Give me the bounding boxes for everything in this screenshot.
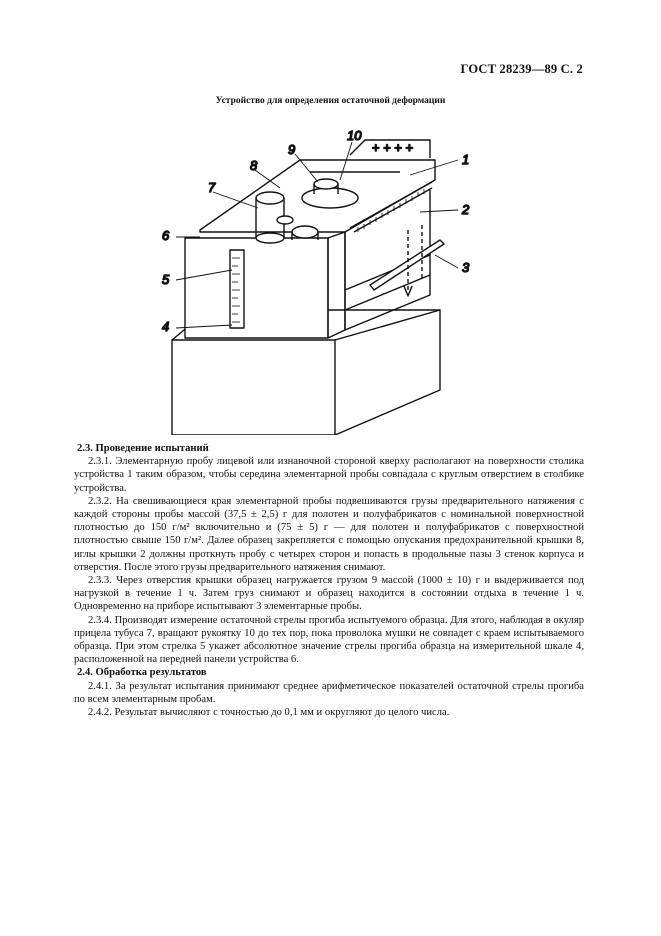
paragraph-2-3-3: 2.3.3. Через отверстия крышки образец нагружается грузом 9 массой (1000 ± 10) г и выдерживается под нагрузкой в течение 1 ч. Затем груз снимают и образец находится в состоянии отдыха в течение 1 ч. Одновременно на приборе испытывают 3 элементарные пробы. — [74, 575, 584, 613]
callout-6: 6 — [162, 228, 170, 243]
callout-4: 4 — [162, 319, 170, 334]
section-2-3-title: 2.3. Проведение испытаний — [77, 443, 209, 454]
callout-2: 2 — [462, 202, 470, 217]
paragraph-2-3-1: 2.3.1. Элементарную пробу лицевой или изнаночной стороной кверху располагают на поверхности столика устройства 1 таким образом, чтобы середина элементарной пробы совпадала с круглым отверстием в столбике устройства. — [74, 456, 584, 494]
callout-9: 9 — [288, 142, 296, 157]
svg-text:+ + + +: + + + + — [372, 140, 414, 155]
callout-3: 3 — [462, 260, 470, 275]
callout-1: 1 — [462, 152, 470, 167]
device-drawing — [140, 120, 520, 435]
figure-caption: Устройство для определения остаточной деформации — [215, 96, 446, 106]
body-text — [74, 442, 584, 719]
paragraph-2-4-2: 2.4.2. Результат вычисляют с точностью до 0,1 мм и округляют до целого числа. — [88, 707, 450, 719]
callout-5: 5 — [162, 272, 170, 287]
callout-8: 8 — [250, 158, 258, 173]
paragraph-2-3-4: 2.3.4. Производят измерение остаточной стрелы прогиба испытуемого образца. Для этого, наблюдая в окуляр прицела тубуса 7, вращают рукоятку 10 до тех пор, пока проволока мушки не совпадет с краем испытываемого образца. При этом стрелка 5 укажет абсолютное значение стрелы прогиба образца на измерительной шкале 4, расположенной на передней панели устройства 6. — [74, 614, 584, 666]
section-2-4-title: 2.4. Обработка результатов — [77, 667, 207, 679]
callout-7: 7 — [208, 180, 216, 195]
paragraph-2-4-1: 2.4.1. За результат испытания принимают среднее арифметическое показателей остаточной стрелы прогиба по всем элементарным пробам. — [74, 680, 584, 705]
paragraph-2-3-2: 2.3.2. На свешивающиеся края элементарной пробы подвешиваются грузы предварительного натяжения с каждой стороны пробы массой (37,5 ± 2,5) г для полотен и полуфабрикатов с номинальной поверхностной плотностью до 150 г/м² включительно и (75 ± 5) г — для полотен и полуфабрикатов с поверхностной плотностью свыше 150 г/м². Далее образец закрепляется с помощью опускания предохранительной крышки 8, иглы крышки 2 должны проткнуть пробу с четырех сторон и попасть в продольные пазы 3 стенок корпуса и отверстия. После этого грузы предварительного натяжения снимают. — [74, 495, 584, 573]
document-header: ГОСТ 28239—89 С. 2 — [460, 62, 583, 76]
callout-10: 10 — [347, 128, 362, 143]
